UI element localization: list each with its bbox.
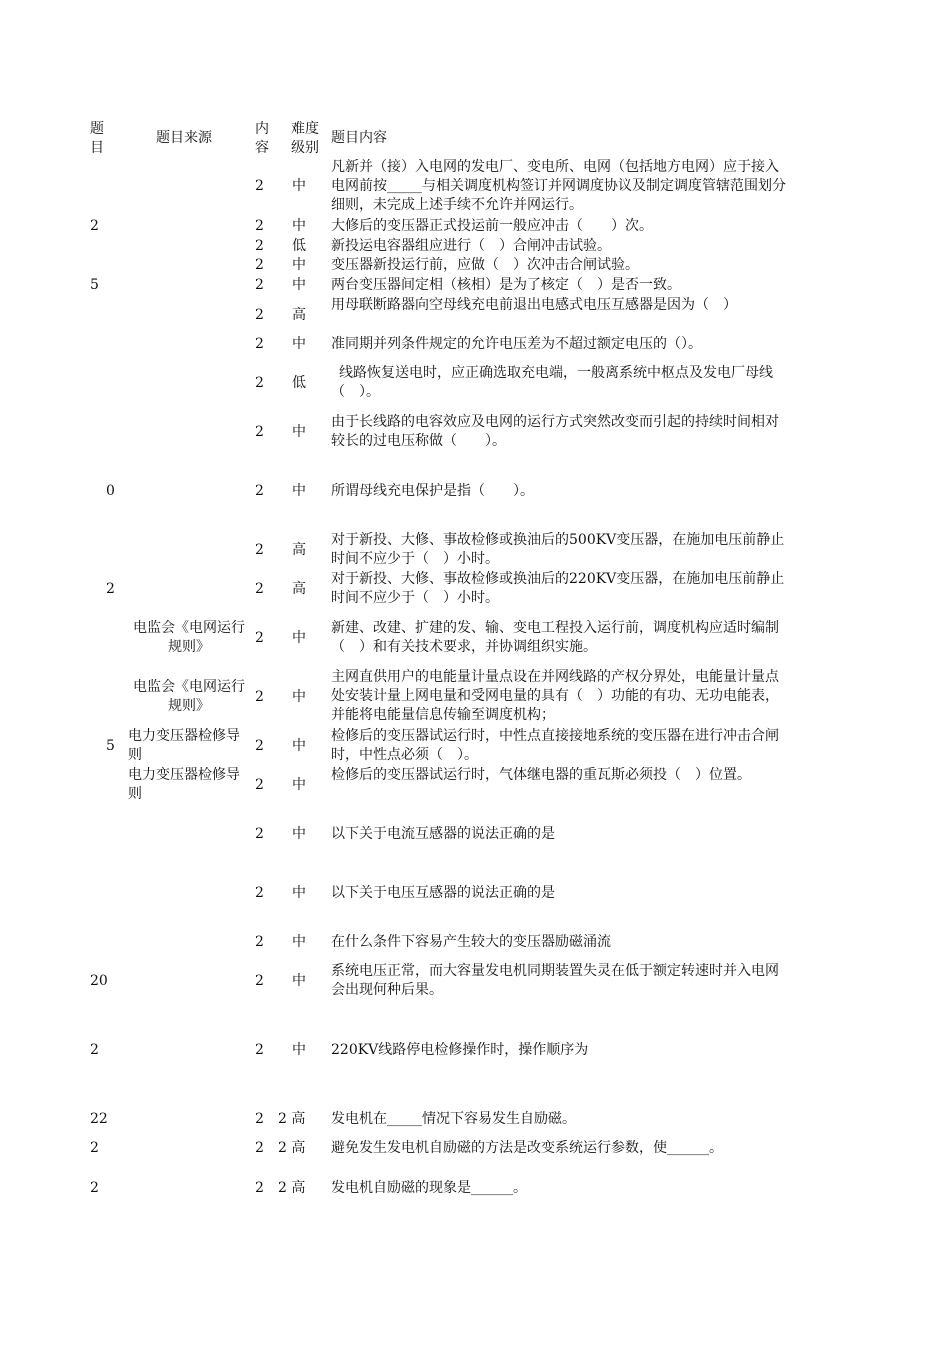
row-21-no: 2 [255,1111,264,1127]
row-0-no: 2 [255,178,264,194]
row-20-no: 2 [255,1042,264,1058]
row-17-no: 2 [255,885,264,901]
row-7-no: 2 [255,375,264,391]
row-3-no: 2 [255,257,264,273]
row-10-text: 对于新投、大修、事故检修或换油后的500KV变压器，在施加电压前静止时间不应少于（ ）小时。 [331,532,785,567]
row-9-id: 0 [106,483,115,499]
header-content-no: 内容 [255,121,269,156]
row-18-no: 2 [255,934,264,950]
row-22-text: 避免发生发电机自励磁的方法是改变系统运行参数，使______。 [331,1140,723,1156]
row-17-level: 中 [292,885,306,901]
row-11-id: 2 [106,581,115,597]
row-15-source: 电力变压器检修导则 [128,767,240,802]
row-9-no: 2 [255,483,264,499]
row-15-no: 2 [255,777,264,793]
row-23-no: 2 [255,1180,264,1196]
row-23-id: 2 [90,1180,99,1196]
row-15-level: 中 [292,777,306,793]
row-6-text: 准同期并列条件规定的允许电压差为不超过额定电压的（）。 [331,336,702,352]
row-16-level: 中 [292,826,306,842]
row-1-no: 2 [255,218,264,234]
row-8-level: 中 [292,424,306,440]
row-17-text: 以下关于电压互感器的说法正确的是 [331,885,555,901]
row-21-level: 2 高 [278,1111,306,1127]
row-12-no: 2 [255,630,264,646]
row-6-level: 中 [292,336,306,352]
row-9-level: 中 [292,483,306,499]
header-level: 难度级别 [291,121,319,156]
row-4-no: 2 [255,277,264,293]
row-3-text: 变压器新投运行前，应做（ ）次冲击合闸试验。 [331,257,639,273]
row-12-text: 新建、改建、扩建的发、输、变电工程投入运行前，调度机构应适时编制（ ）和有关技术要求，并协调组织实施。 [331,620,779,655]
row-11-level: 高 [292,581,306,597]
row-1-text: 大修后的变压器正式投运前一般应冲击（ ）次。 [331,218,653,234]
row-12-source: 电监会《电网运行规则》 [133,620,245,655]
row-18-level: 中 [292,934,306,950]
row-14-id: 5 [106,738,115,754]
row-1-level: 中 [292,218,306,234]
row-11-no: 2 [255,581,264,597]
row-20-level: 中 [292,1042,306,1058]
row-13-no: 2 [255,689,264,705]
row-20-id: 2 [90,1042,99,1058]
row-14-no: 2 [255,738,264,754]
row-13-level: 中 [292,689,306,705]
row-7-level: 低 [292,375,306,391]
row-4-id: 5 [90,277,99,293]
row-16-text: 以下关于电流互感器的说法正确的是 [331,826,555,842]
row-11-text: 对于新投、大修、事故检修或换油后的220KV变压器，在施加电压前静止时间不应少于（ ）小时。 [331,571,785,606]
row-8-text: 由于长线路的电容效应及电网的运行方式突然改变而引起的持续时间相对较长的过电压称做（ ）。 [331,414,779,449]
row-0-level: 中 [292,178,306,194]
row-19-no: 2 [255,973,264,989]
row-16-no: 2 [255,826,264,842]
row-19-id: 20 [90,973,108,989]
row-19-level: 中 [292,973,306,989]
row-13-source: 电监会《电网运行规则》 [133,679,245,714]
row-23-text: 发电机自励磁的现象是______。 [331,1180,527,1196]
row-21-id: 22 [90,1111,108,1127]
row-10-level: 高 [292,542,306,558]
row-10-no: 2 [255,542,264,558]
row-23-level: 2 高 [278,1180,306,1196]
row-20-text: 220KV线路停电检修操作时，操作顺序为 [331,1042,589,1058]
row-2-level: 低 [292,238,306,254]
row-14-source: 电力变压器检修导则 [128,728,240,763]
row-18-text: 在什么条件下容易产生较大的变压器励磁涌流 [331,934,611,950]
row-1-id: 2 [90,218,99,234]
row-8-no: 2 [255,424,264,440]
row-22-no: 2 [255,1140,264,1156]
row-12-level: 中 [292,630,306,646]
row-13-text: 主网直供用户的电能量计量点设在并网线路的产权分界处，电能量计量点处安装计量上网电量和受网电量的具有（ ）功能的有功、无功电能表，并能将电能量信息传输至调度机构； [331,669,779,723]
row-7-text: 线路恢复送电时，应正确选取充电端，一般离系统中枢点及发电厂母线（ ）。 [331,365,773,400]
row-3-level: 中 [292,257,306,273]
row-22-level: 2 高 [278,1140,306,1156]
row-5-no: 2 [255,307,264,323]
row-5-level: 高 [292,307,306,323]
row-9-text: 所谓母线充电保护是指（ ）。 [331,483,534,499]
row-14-text: 检修后的变压器试运行时，中性点直接接地系统的变压器在进行冲击合闸时，中性点必须（ ）。 [331,728,779,763]
row-22-id: 2 [90,1140,99,1156]
row-2-text: 新投运电容器组应进行（ ）合闸冲击试验。 [331,238,611,254]
row-15-text: 检修后的变压器试运行时，气体继电器的重瓦斯必须投（ ）位置。 [331,767,751,783]
row-14-level: 中 [292,738,306,754]
header-id: 题目 [90,121,104,156]
row-5-text: 用母联断路器向空母线充电前退出电感式电压互感器是因为（ ） [331,297,737,313]
header-text: 题目内容 [331,130,387,146]
row-0-text: 凡新并（接）入电网的发电厂、变电所、电网（包括地方电网）应于接入电网前按_____与相关调度机构签订并网调度协议及制定调度管辖范围划分细则，未完成上述手续不允许并网运行。 [331,159,786,213]
row-6-no: 2 [255,336,264,352]
row-21-text: 发电机在_____情况下容易发生自励磁。 [331,1111,576,1127]
row-4-text: 两台变压器间定相（核相）是为了核定（ ）是否一致。 [331,277,681,293]
row-2-no: 2 [255,238,264,254]
row-4-level: 中 [292,277,306,293]
header-source: 题目来源 [156,130,212,146]
row-19-text: 系统电压正常，而大容量发电机同期装置失灵在低于额定转速时并入电网会出现何种后果。 [331,963,779,998]
